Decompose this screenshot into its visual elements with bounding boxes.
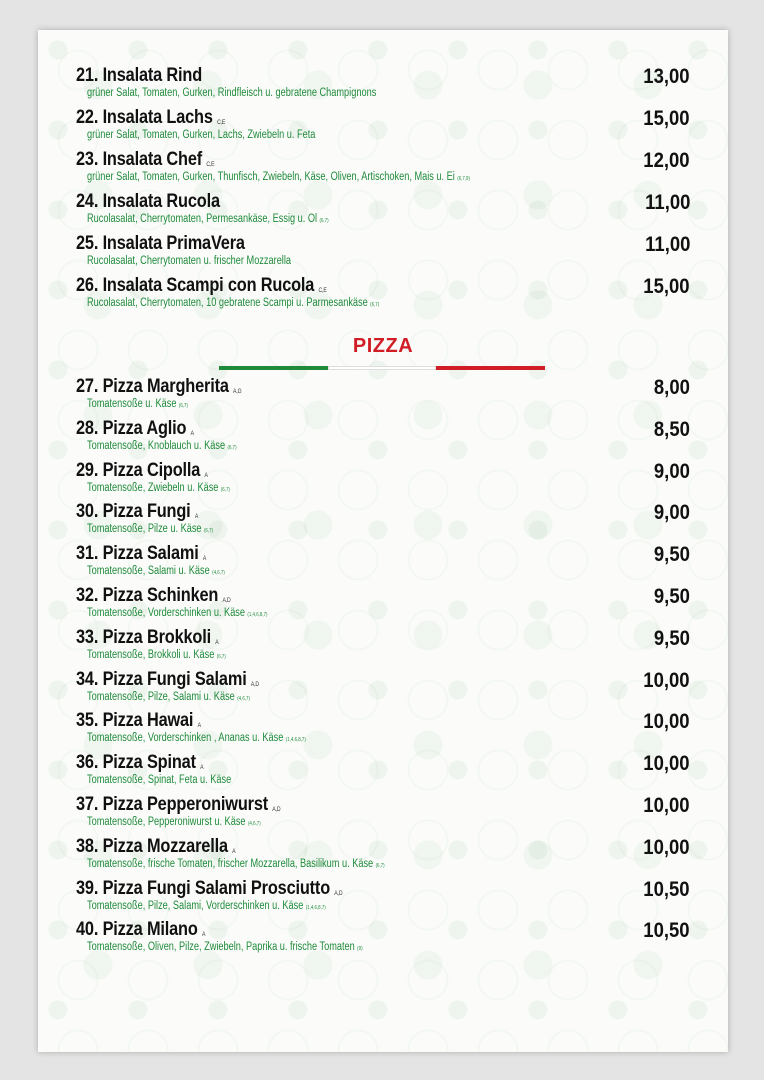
menu-item-title: 26. Insalata Scampi con Rucola	[76, 275, 315, 296]
menu-item-description	[87, 297, 379, 309]
menu-item-allergens: C,E	[318, 288, 327, 294]
menu-item-ingredients: Tomatensoße, frische Tomaten, frischer Mozzarella, Basilikum u. Käse	[87, 857, 374, 870]
menu-item-name	[76, 191, 224, 213]
menu-item-ingredients: Rucolasalat, Cherrytomaten, Permesankäse, Essig u. Öl	[87, 213, 318, 225]
menu-item-ingredients: grüner Salat, Tomaten, Gurken, Thunfisch, Zwiebeln, Käse, Oliven, Artischoken, Mais u. Ei	[87, 171, 455, 183]
menu-item-title: 30. Pizza Fungi	[76, 501, 191, 523]
menu-item-title: 34. Pizza Fungi Salami	[76, 668, 247, 690]
menu-item	[76, 752, 690, 792]
menu-item-ingredients: Tomatensoße, Oliven, Pilze, Zwiebeln, Paprika u. frische Tomaten	[87, 941, 355, 954]
menu-item-name	[76, 585, 231, 607]
menu-item-title: 29. Pizza Cipolla	[76, 459, 201, 481]
menu-item-allergens: A	[200, 765, 204, 772]
menu-item-title: 33. Pizza Brokkoli	[76, 626, 211, 648]
menu-item-title: 35. Pizza Hawai	[76, 710, 194, 732]
menu-item-name	[76, 669, 259, 691]
menu-item-description	[87, 87, 379, 99]
menu-item-ingredients: Tomatensoße, Vorderschinken u. Käse	[87, 607, 246, 619]
menu-item-description	[87, 255, 293, 267]
menu-item-allergens: A	[194, 514, 199, 521]
menu-item-name	[76, 418, 194, 440]
menu-item-price: 10,00	[643, 710, 690, 734]
menu-item-price: 9,50	[654, 543, 690, 567]
menu-item-allergens: A	[201, 932, 206, 939]
menu-item-allergens: A,D	[250, 681, 259, 688]
menu-item-ingredients: Rucolasalat, Cherrytomaten, 10 gebratene Scampi u. Parmesankäse	[87, 297, 368, 309]
menu-item-description	[87, 213, 329, 225]
menu-item-allergens: A	[232, 848, 236, 855]
menu-item-description	[87, 774, 234, 786]
menu-item-description	[87, 440, 237, 452]
menu-page	[38, 30, 728, 1052]
menu-item-allergens: A	[204, 472, 208, 479]
menu-item-price: 11,00	[644, 233, 690, 256]
menu-item-description	[87, 900, 326, 912]
menu-item-price: 9,00	[654, 459, 690, 483]
menu-item-price: 8,00	[654, 376, 690, 399]
menu-item-price: 10,50	[643, 919, 690, 943]
menu-item-price: 10,00	[643, 752, 690, 776]
menu-item-description	[87, 816, 261, 828]
menu-item	[76, 107, 690, 147]
menu-item-description	[87, 649, 226, 661]
menu-item-description	[87, 398, 188, 410]
menu-item	[76, 627, 690, 667]
menu-item	[76, 710, 690, 750]
menu-item-additives: (9)	[357, 946, 363, 953]
menu-item-ingredients: Tomatensoße, Pepperoniwurst u. Käse	[87, 816, 246, 828]
menu-item-description	[87, 858, 385, 870]
menu-item-allergens: C,E	[206, 162, 215, 168]
menu-item-ingredients: Tomatensoße, Pilze, Salami, Vorderschinken u. Käse	[87, 899, 304, 912]
menu-item-ingredients: Tomatensoße, Knoblauch u. Käse	[87, 439, 226, 452]
menu-item-description	[87, 129, 318, 141]
menu-item-ingredients: Tomatensoße, Vorderschinken , Ananas u. Käse	[87, 732, 284, 745]
menu-item-additives: (4,6,7)	[212, 570, 225, 577]
menu-item-additives: (6,7)	[178, 403, 188, 409]
menu-item-additives: (4,6,7)	[247, 821, 261, 827]
menu-item-name	[76, 460, 208, 482]
menu-item-title: 31. Pizza Salami	[76, 543, 199, 565]
menu-item-additives: (1,4,6,8,7)	[305, 904, 326, 911]
menu-item-title: 21. Insalata Rind	[76, 65, 203, 86]
menu-item-description	[87, 732, 306, 744]
menu-item-price: 10,00	[643, 668, 690, 692]
menu-item-title: 22. Insalata Lachs	[76, 107, 213, 128]
menu-item-title: 24. Insalata Rucola	[76, 191, 220, 212]
menu-item-price: 10,00	[643, 835, 690, 859]
menu-item-title: 38. Pizza Mozzarella	[76, 835, 228, 857]
menu-item-allergens: A,G	[233, 389, 242, 395]
menu-item-name	[76, 919, 205, 941]
menu-item-description	[87, 565, 225, 577]
flag-red-stripe	[436, 366, 545, 370]
menu-item-title: 28. Pizza Aglio	[76, 417, 187, 439]
menu-item-allergens: C,E	[217, 120, 226, 126]
menu-item	[76, 543, 690, 583]
menu-item-description	[87, 482, 230, 494]
menu-item	[76, 149, 690, 189]
menu-item-name	[76, 275, 327, 297]
menu-item-allergens: A	[190, 430, 194, 437]
section-title-pizza: PIZZA	[352, 335, 414, 357]
menu-item-description	[87, 607, 267, 619]
menu-item-ingredients: Rucolasalat, Cherrytomaten u. frischer Mozzarella	[87, 255, 292, 267]
menu-item-ingredients: Tomatensoße, Spinat, Feta u. Käse	[87, 774, 232, 787]
menu-item-name	[76, 376, 241, 398]
menu-item-allergens: A	[215, 639, 219, 646]
menu-item	[76, 376, 690, 416]
menu-item-price: 10,00	[643, 794, 690, 817]
menu-item-ingredients: grüner Salat, Tomaten, Gurken, Rindfleisch u. gebratene Champignons	[87, 87, 377, 99]
menu-item-additives: (4,6,7)	[237, 695, 250, 702]
menu-item	[76, 501, 690, 541]
menu-item	[76, 191, 690, 231]
menu-item-allergens: A,D	[272, 807, 281, 813]
menu-item-title: 27. Pizza Margherita	[76, 376, 229, 397]
menu-item	[76, 65, 690, 105]
menu-item-price: 9,50	[654, 585, 690, 608]
menu-item-ingredients: Tomatensoße, Pilze u. Käse	[87, 523, 202, 536]
menu-item	[76, 585, 690, 625]
menu-item-additives: (6,7)	[227, 444, 237, 451]
menu-item-price: 11,00	[644, 191, 690, 214]
menu-item-name	[76, 107, 225, 129]
menu-item-allergens: A,D	[334, 890, 343, 897]
menu-item-additives: (6,7)	[220, 486, 230, 493]
menu-item-title: 25. Insalata PrimaVera	[76, 233, 245, 254]
menu-item-additives: (1,4,6,8,7)	[285, 737, 306, 744]
menu-item-name	[76, 752, 203, 774]
menu-item-ingredients: Tomatensoße, Brokkoli u. Käse	[87, 648, 215, 661]
menu-item-additives: (6,7)	[203, 528, 213, 535]
menu-item-name	[76, 65, 206, 87]
menu-item-price: 10,50	[643, 877, 690, 901]
menu-item-name	[76, 794, 280, 816]
menu-item-additives: (6,7)	[216, 653, 226, 660]
menu-item-price: 15,00	[643, 275, 690, 298]
menu-item	[76, 919, 690, 959]
menu-item-description	[87, 941, 363, 953]
menu-item-name	[76, 543, 206, 565]
menu-item-additives: (6,7)	[319, 218, 329, 224]
menu-item-title: 23. Insalata Chef	[76, 149, 203, 170]
menu-item	[76, 460, 690, 500]
menu-item-title: 32. Pizza Schinken	[76, 585, 219, 606]
flag-white-stripe	[328, 366, 437, 370]
menu-item	[76, 794, 690, 834]
menu-item-name	[76, 878, 342, 900]
menu-item	[76, 275, 690, 315]
menu-item-price: 9,00	[654, 501, 690, 525]
menu-item-name	[76, 501, 198, 523]
menu-item-title: 40. Pizza Milano	[76, 919, 198, 941]
menu-item-description	[87, 171, 470, 183]
menu-item-title: 39. Pizza Fungi Salami Prosciutto	[76, 877, 331, 899]
menu-item-allergens: A	[202, 556, 207, 563]
flag-green-stripe	[219, 366, 328, 370]
menu-item-ingredients: Tomatensoße, Pilze, Salami u. Käse	[87, 690, 235, 703]
menu-item-description	[87, 523, 213, 535]
menu-item-name	[76, 836, 235, 858]
menu-item-description	[87, 691, 250, 703]
menu-item	[76, 669, 690, 709]
menu-item-price: 8,50	[654, 417, 690, 441]
menu-item-name	[76, 710, 201, 732]
menu-item-title: 36. Pizza Spinat	[76, 752, 196, 774]
menu-item-additives: (1,4,6,8,7)	[247, 612, 268, 618]
italian-flag-divider	[219, 366, 545, 370]
menu-item	[76, 836, 690, 876]
menu-item-additives: (6,7,9)	[457, 176, 470, 182]
menu-item-name	[76, 627, 219, 649]
menu-item-title: 37. Pizza Pepperoniwurst	[76, 794, 269, 815]
menu-item-name	[76, 233, 249, 255]
menu-item-price: 15,00	[643, 107, 690, 130]
menu-item-price: 13,00	[643, 65, 690, 88]
menu-item-ingredients: grüner Salat, Tomaten, Gurken, Lachs, Zwiebeln u. Feta	[87, 129, 316, 141]
menu-item-ingredients: Tomatensoße, Salami u. Käse	[87, 565, 210, 578]
menu-item-allergens: A,D	[222, 598, 231, 604]
menu-item	[76, 233, 690, 273]
menu-item-allergens: A	[197, 723, 201, 730]
menu-item-additives: (6,7)	[370, 302, 380, 308]
menu-item-price: 12,00	[643, 149, 690, 172]
menu-item	[76, 418, 690, 458]
menu-item-additives: (6,7)	[375, 862, 385, 869]
menu-item-price: 9,50	[654, 626, 690, 650]
menu-item-ingredients: Tomatensoße u. Käse	[87, 398, 177, 410]
menu-item	[76, 878, 690, 918]
menu-item-name	[76, 149, 214, 171]
menu-item-ingredients: Tomatensoße, Zwiebeln u. Käse	[87, 481, 219, 494]
